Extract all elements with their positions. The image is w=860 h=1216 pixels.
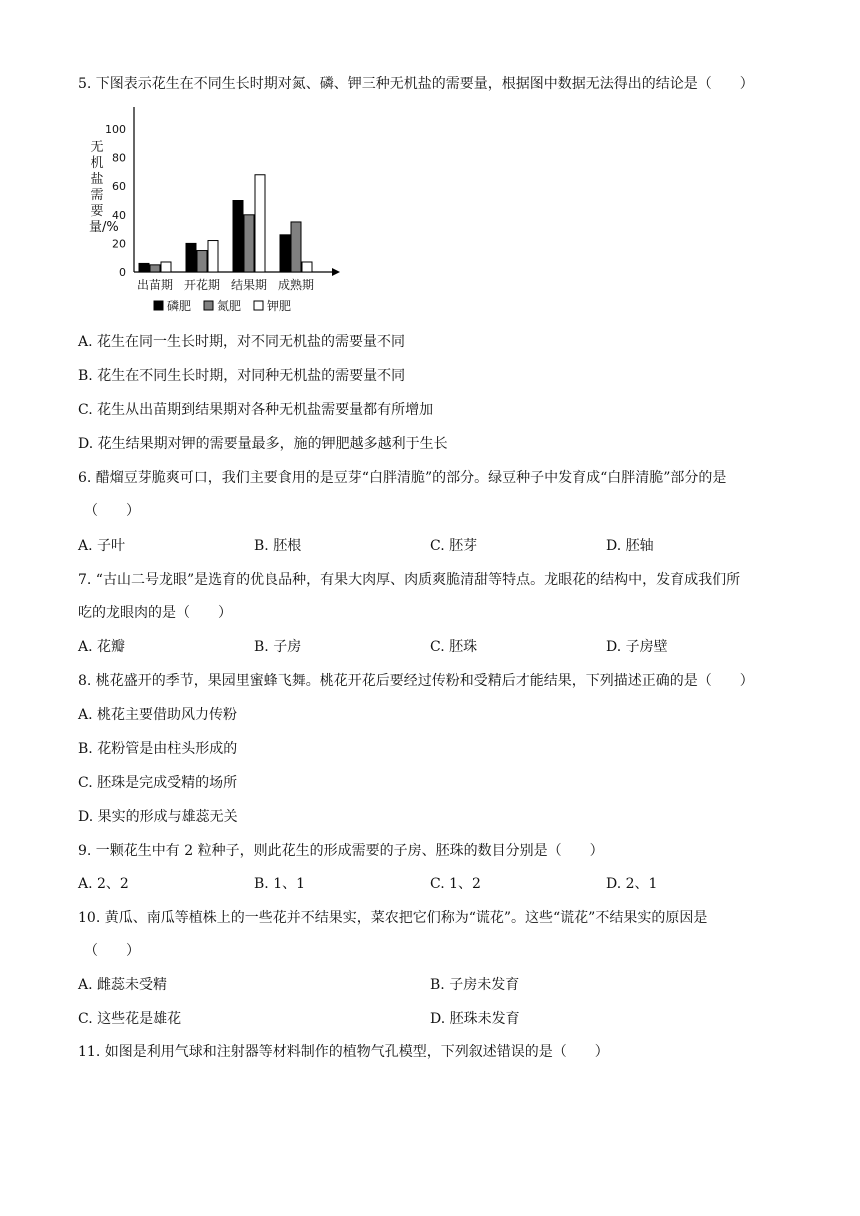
q7-option-b[interactable]: B. 子房 — [254, 639, 302, 655]
q7-stem-cont: 吃的龙眼肉的是（ ） — [78, 605, 232, 621]
legend-label: 氮肥 — [217, 299, 242, 313]
q9-option-a[interactable]: A. 2、2 — [78, 876, 129, 892]
q5-option-b[interactable]: B. 花生在不同生长时期，对同种无机盐的需要量不同 — [78, 368, 406, 384]
q9-option-b[interactable]: B. 1、1 — [254, 876, 306, 892]
q10-option-c[interactable]: C. 这些花是雄花 — [78, 1011, 182, 1027]
bar-磷肥-成熟期 — [280, 235, 290, 272]
q11-stem: 11. 如图是利用气球和注射器等材料制作的植物气孔模型，下列叙述错误的是（ ） — [78, 1044, 609, 1060]
bar-氮肥-结果期 — [244, 215, 254, 272]
x-axis-arrow — [332, 268, 340, 276]
q7-option-c[interactable]: C. 胚珠 — [430, 639, 478, 655]
q6-option-d[interactable]: D. 胚轴 — [606, 538, 654, 554]
bar-氮肥-成熟期 — [291, 222, 301, 272]
nutrient-bar-chart — [84, 104, 354, 324]
x-category-label: 开花期 — [183, 278, 221, 292]
q7-option-a[interactable]: A. 花瓣 — [78, 639, 126, 655]
bar-磷肥-出苗期 — [139, 263, 149, 272]
q6-stem: 6. 醋熘豆芽脆爽可口，我们主要食用的是豆芽“白胖清脆”的部分。绿豆种子中发育成“白胖清脆”部分的是 — [78, 470, 727, 486]
q7-stem: 7. “古山二号龙眼”是选育的优良品种，有果大肉厚、肉质爽脆清甜等特点。龙眼花的结构中，发育成我们所 — [78, 572, 741, 588]
legend-swatch-磷肥 — [154, 301, 163, 310]
bar-氮肥-出苗期 — [150, 265, 160, 272]
q9-option-d[interactable]: D. 2、1 — [606, 876, 658, 892]
bar-磷肥-开花期 — [186, 243, 196, 272]
y-tick-label: 80 — [112, 151, 126, 165]
chart-y-axis-title: 无机盐需要量/% — [89, 140, 119, 235]
bar-钾肥-开花期 — [208, 241, 218, 272]
chart-svg — [84, 104, 354, 324]
q8-stem: 8. 桃花盛开的季节，果园里蜜蜂飞舞。桃花开花后要经过传粉和受精后才能结果，下列描述正确的是（ ） — [78, 673, 754, 689]
x-category-label: 出苗期 — [136, 278, 174, 292]
q5-option-a[interactable]: A. 花生在同一生长时期，对不同无机盐的需要量不同 — [78, 334, 406, 350]
q5-option-c[interactable]: C. 花生从出苗期到结果期对各种无机盐需要量都有所增加 — [78, 402, 434, 418]
legend-swatch-氮肥 — [204, 301, 213, 310]
q7-option-d[interactable]: D. 子房壁 — [606, 639, 668, 655]
q5-stem: 5. 下图表示花生在不同生长时期对氮、磷、钾三种无机盐的需要量，根据图中数据无法得出的结论是（ ） — [78, 76, 754, 92]
q5-option-d[interactable]: D. 花生结果期对钾的需要量最多，施的钾肥越多越利于生长 — [78, 436, 448, 452]
bar-钾肥-成熟期 — [302, 262, 312, 272]
legend-label: 钾肥 — [267, 299, 292, 313]
x-category-label: 结果期 — [230, 278, 268, 292]
q6-option-b[interactable]: B. 胚根 — [254, 538, 302, 554]
q8-option-c[interactable]: C. 胚珠是完成受精的场所 — [78, 775, 238, 791]
q6-answer-blank: （ ） — [84, 503, 140, 519]
bar-钾肥-结果期 — [255, 175, 265, 272]
q10-option-d[interactable]: D. 胚珠未发育 — [430, 1011, 520, 1027]
q8-option-b[interactable]: B. 花粉管是由柱头形成的 — [78, 741, 238, 757]
legend-swatch-钾肥 — [254, 301, 263, 310]
y-tick-label: 40 — [112, 208, 126, 222]
y-tick-label: 0 — [119, 266, 126, 279]
q9-stem: 9. 一颗花生中有 2 粒种子，则此花生的形成需要的子房、胚珠的数目分别是（ ） — [78, 843, 604, 859]
q9-option-c[interactable]: C. 1、2 — [430, 876, 481, 892]
bar-钾肥-出苗期 — [161, 262, 171, 272]
legend-label: 磷肥 — [167, 299, 192, 313]
y-tick-label: 60 — [112, 180, 126, 194]
q10-answer-blank: （ ） — [84, 943, 140, 959]
y-tick-label: 20 — [112, 237, 126, 251]
q10-option-a[interactable]: A. 雌蕊未受精 — [78, 977, 168, 993]
q10-option-b[interactable]: B. 子房未发育 — [430, 977, 520, 993]
q6-option-a[interactable]: A. 子叶 — [78, 538, 126, 554]
y-tick-label: 100 — [105, 123, 126, 136]
q10-stem: 10. 黄瓜、南瓜等植株上的一些花并不结果实，菜农把它们称为“谎花”。这些“谎花”不结果实的原因是 — [78, 910, 708, 926]
x-category-label: 成熟期 — [277, 278, 315, 292]
bar-磷肥-结果期 — [233, 201, 243, 273]
q6-option-c[interactable]: C. 胚芽 — [430, 538, 478, 554]
bar-氮肥-开花期 — [197, 251, 207, 272]
q8-option-a[interactable]: A. 桃花主要借助风力传粉 — [78, 707, 238, 723]
q8-option-d[interactable]: D. 果实的形成与雄蕊无关 — [78, 809, 238, 825]
